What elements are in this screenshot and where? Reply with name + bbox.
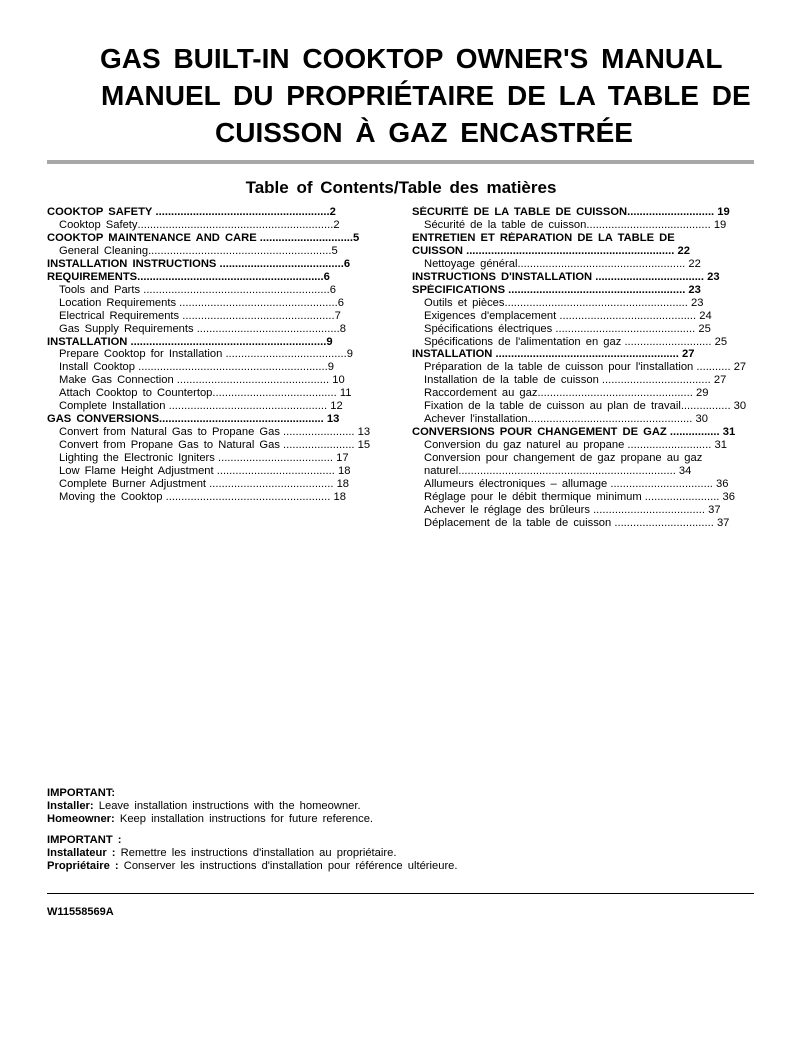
toc-entry-leader: ........................ bbox=[641, 490, 723, 503]
toc-entry-label: SPÉCIFICATIONS bbox=[412, 283, 506, 296]
toc-entry-page: 6 bbox=[337, 296, 344, 309]
toc-entry bbox=[412, 206, 792, 219]
footer-divider bbox=[47, 893, 754, 894]
toc-entry-label: INSTALLATION bbox=[412, 348, 493, 361]
toc-entry-leader: ................................... bbox=[592, 270, 708, 283]
toc-entry bbox=[412, 232, 792, 245]
toc-entry bbox=[412, 478, 792, 491]
toc-entry bbox=[47, 452, 392, 465]
toc-entry bbox=[47, 258, 392, 271]
note-label: Propriétaire : bbox=[47, 860, 119, 872]
toc-entry bbox=[47, 400, 392, 413]
toc-entry-page: 19 bbox=[717, 206, 730, 218]
toc-entry-label: Gas Supply Requirements bbox=[59, 322, 194, 335]
toc-entry-page: 13 bbox=[326, 413, 340, 426]
note-installateur bbox=[47, 847, 458, 860]
toc-entry-leader: ........................................................... bbox=[504, 296, 691, 309]
toc-entry-page: 36 bbox=[722, 490, 735, 503]
toc-entry-leader: ........................................ bbox=[206, 478, 337, 491]
toc-entry bbox=[47, 413, 392, 426]
toc-entry bbox=[47, 387, 392, 400]
toc-entry-label: SÉCURITÉ DE LA TABLE DE CUISSON bbox=[412, 206, 628, 218]
note-proprietaire bbox=[47, 860, 458, 873]
toc-entry-leader: ........................................................... bbox=[148, 244, 332, 257]
toc-entry-label: Raccordement au gaz bbox=[424, 387, 538, 400]
title-line-french-1: MANUEL DU PROPRIÉTAIRE DE LA TABLE DE bbox=[101, 80, 751, 111]
note-label: Installer: bbox=[47, 800, 94, 812]
toc-entry-leader: .............................. bbox=[256, 231, 354, 244]
toc-entry bbox=[47, 310, 392, 323]
toc-entry bbox=[412, 413, 792, 426]
toc-entry-label: Achever le réglage des brûleurs bbox=[424, 503, 590, 516]
toc-entry-leader: .................................... bbox=[589, 503, 709, 516]
toc-entry-label: Convert from Natural Gas to Propane Gas bbox=[59, 426, 280, 439]
toc-entry-leader: ................................................... bbox=[176, 296, 338, 309]
toc-entry-page: 36 bbox=[716, 478, 729, 491]
toc-entry-label: Tools and Parts bbox=[59, 283, 141, 296]
toc-entry-label: Prepare Cooktop for Installation bbox=[59, 348, 223, 361]
toc-entry-label: CUISSON bbox=[412, 244, 463, 257]
toc-entry-leader: ................................................. bbox=[179, 309, 335, 322]
toc-entry-label: Déplacement de la table de cuisson bbox=[424, 516, 612, 529]
toc-entry-label: COOKTOP SAFETY bbox=[47, 206, 153, 218]
toc-entry bbox=[412, 439, 792, 452]
toc-entry-page: 31 bbox=[714, 439, 727, 452]
toc-entry-label: Make Gas Connection bbox=[59, 374, 174, 387]
toc-entry bbox=[47, 439, 392, 452]
toc-entry-label: Conversion pour changement de gaz propane au gaz bbox=[424, 452, 703, 465]
toc-entry-page: 19 bbox=[713, 218, 727, 231]
toc-entry-leader: ....................... bbox=[279, 426, 358, 439]
toc-entry-leader: ............................................................ bbox=[140, 283, 330, 296]
toc-entry-page: 30 bbox=[733, 400, 747, 413]
toc-entry-leader: ............................................. bbox=[552, 322, 699, 335]
toc-entry-label: Réglage pour le débit thermique minimum bbox=[424, 490, 642, 503]
toc-entry-leader: ............................ bbox=[627, 206, 718, 218]
toc-entry bbox=[412, 310, 792, 323]
toc-column-english bbox=[47, 206, 392, 504]
toc-entry-page: 27 bbox=[713, 374, 727, 387]
title-line-english: GAS BUILT-IN COOKTOP OWNER'S MANUAL bbox=[100, 43, 723, 74]
note-text: Conserver les instructions d'installation pour référence ultérieure. bbox=[118, 860, 458, 872]
notes-heading-fr: IMPORTANT : bbox=[47, 834, 122, 846]
toc-entry-page: 6 bbox=[343, 257, 351, 270]
toc-entry-label: INSTRUCTIONS D'INSTALLATION bbox=[412, 270, 593, 283]
important-notes bbox=[47, 787, 458, 873]
toc-entry bbox=[412, 452, 792, 465]
toc-entry-label: Cooktop Safety bbox=[59, 218, 138, 231]
toc-entry-page: 6 bbox=[329, 283, 336, 296]
toc-entry bbox=[412, 336, 792, 349]
toc-entry-leader: ..................................................... bbox=[162, 490, 334, 503]
toc-entry-leader: ........................................ bbox=[586, 218, 714, 231]
toc-entry bbox=[47, 491, 392, 504]
toc-entry bbox=[412, 374, 792, 387]
toc-entry-page: 34 bbox=[678, 465, 692, 478]
toc-entry bbox=[412, 348, 792, 361]
toc-entry-leader: ...................................................... bbox=[517, 257, 689, 270]
toc-entry bbox=[412, 504, 792, 517]
toc-entry-page: 37 bbox=[708, 503, 721, 516]
toc-entry-label: Allumeurs électroniques – allumage bbox=[424, 478, 608, 491]
toc-entry bbox=[47, 245, 392, 258]
toc-entry-leader: ....................................... bbox=[222, 348, 347, 361]
toc-entry-leader: ................................. bbox=[607, 478, 717, 491]
toc-entry-leader: ............................ bbox=[621, 335, 715, 348]
toc-entry-leader: ................................................................... bbox=[462, 244, 678, 257]
toc-entry bbox=[47, 478, 392, 491]
toc-entry-page: 9 bbox=[326, 335, 333, 348]
toc-entry bbox=[412, 361, 792, 374]
toc-entry-label: Sécurité de la table de cuisson bbox=[424, 218, 587, 231]
toc-entry-page: 24 bbox=[699, 309, 712, 322]
toc-entry-leader: ........................... bbox=[624, 439, 715, 452]
toc-entry bbox=[47, 374, 392, 387]
toc-entry-label: General Cleaning bbox=[59, 244, 149, 257]
toc-entry bbox=[47, 465, 392, 478]
toc-entry bbox=[412, 517, 792, 530]
toc-entry-page: 6 bbox=[323, 270, 330, 283]
toc-entry-page: 12 bbox=[330, 400, 343, 413]
toc-entry bbox=[47, 348, 392, 361]
toc-entry-leader: ............................................................... bbox=[137, 218, 334, 231]
toc-entry bbox=[412, 284, 792, 297]
title-line-french-2: CUISSON À GAZ ENCASTRÉE bbox=[215, 117, 633, 148]
toc-entry-label: Install Cooktop bbox=[59, 361, 136, 374]
toc-entry bbox=[412, 297, 792, 310]
toc-entry-label: Installation de la table de cuisson bbox=[424, 374, 599, 387]
toc-entry-label: Location Requirements bbox=[59, 296, 177, 309]
toc-entry-label: Complete Burner Adjustment bbox=[59, 478, 207, 491]
toc-entry-leader: ................ bbox=[680, 400, 734, 413]
toc-entry-label: INSTALLATION INSTRUCTIONS bbox=[47, 257, 217, 270]
toc-entry-page: 2 bbox=[329, 206, 336, 218]
toc-entry-leader: ................................ bbox=[611, 516, 717, 529]
manual-title bbox=[60, 40, 800, 151]
toc-entry-label: Lighting the Electronic Igniters bbox=[59, 452, 215, 465]
toc-entry-label: Nettoyage général bbox=[424, 257, 518, 270]
toc-entry-label: CONVERSIONS POUR CHANGEMENT DE GAZ bbox=[412, 426, 667, 439]
note-label: Homeowner: bbox=[47, 813, 115, 825]
toc-entry bbox=[412, 491, 792, 504]
toc-entry-label: Conversion du gaz naturel au propane bbox=[424, 439, 625, 452]
note-text: Remettre les instructions d'installation au propriétaire. bbox=[115, 847, 397, 859]
toc-entry-label: Spécifications électriques bbox=[424, 322, 553, 335]
toc-entry bbox=[412, 387, 792, 400]
notes-heading-en: IMPORTANT: bbox=[47, 787, 116, 799]
toc-entry-leader: .................................................. bbox=[537, 387, 696, 400]
toc-entry-label: ENTRETIEN ET RÉPARATION DE LA TABLE DE bbox=[412, 231, 675, 244]
toc-entry bbox=[47, 297, 392, 310]
toc-entry-label: Moving the Cooktop bbox=[59, 490, 163, 503]
toc-entry-label: Complete Installation bbox=[59, 400, 166, 413]
toc-entry-page: 9 bbox=[327, 361, 334, 374]
toc-entry-label: Outils et pièces bbox=[424, 296, 505, 309]
toc-entry-page: 25 bbox=[698, 322, 711, 335]
toc-entry-leader: ......................................................... bbox=[505, 283, 689, 296]
toc-entry-page: 18 bbox=[336, 478, 350, 491]
toc-entry-page: 5 bbox=[353, 231, 360, 244]
toc-entry bbox=[47, 284, 392, 297]
toc-entry-label: Convert from Propane Gas to Natural Gas bbox=[59, 439, 280, 452]
toc-entry-page: 27 bbox=[733, 361, 747, 374]
toc-entry-label: Fixation de la table de cuisson au plan de travail bbox=[424, 400, 681, 413]
toc-entry-leader: ............................................ bbox=[556, 309, 700, 322]
toc-entry-page: 10 bbox=[332, 374, 345, 387]
toc-entry-page: 2 bbox=[333, 218, 340, 231]
toc-entry bbox=[47, 219, 392, 232]
toc-entry bbox=[412, 426, 792, 439]
toc-entry-leader: ........................................ bbox=[212, 387, 340, 400]
toc-entry-leader: ..................................... bbox=[214, 452, 337, 465]
toc-entry-label: Spécifications de l'alimentation en gaz bbox=[424, 335, 622, 348]
toc-entry-page: 23 bbox=[707, 270, 720, 283]
toc-entry-page: 5 bbox=[331, 244, 338, 257]
toc-entry-leader: ............................................................ bbox=[137, 270, 324, 283]
toc-entry-label: naturel bbox=[424, 465, 459, 478]
toc-entry-page: 17 bbox=[336, 452, 349, 465]
toc-entry-leader: ........................................................... bbox=[492, 348, 682, 361]
toc-entry bbox=[47, 361, 392, 374]
toc-column-french bbox=[412, 206, 792, 530]
toc-entry bbox=[47, 426, 392, 439]
toc-entry-page: 37 bbox=[716, 516, 730, 529]
toc-entry-label: Attach Cooktop to Countertop bbox=[59, 387, 213, 400]
toc-entry-leader: ................................... bbox=[598, 374, 714, 387]
toc-entry-label: GAS CONVERSIONS bbox=[47, 413, 160, 426]
toc-entry bbox=[47, 271, 392, 284]
toc-entry-leader: ...................................................................... bbox=[458, 465, 679, 478]
toc-entry bbox=[412, 465, 792, 478]
toc-entry bbox=[412, 400, 792, 413]
toc-entry-leader: ..................................................... bbox=[159, 413, 327, 426]
toc-heading: Table of Contents/Table des matières bbox=[245, 178, 557, 197]
toc-entry-label: Exigences d'emplacement bbox=[424, 309, 557, 322]
toc-entry bbox=[47, 323, 392, 336]
toc-entry-leader: ........... bbox=[693, 361, 734, 374]
toc-entry-page: 11 bbox=[339, 387, 352, 400]
toc-entry-label: COOKTOP MAINTENANCE AND CARE bbox=[47, 231, 257, 244]
toc-entry-page: 23 bbox=[688, 283, 701, 296]
toc-entry-page: 31 bbox=[722, 426, 736, 439]
toc-entry-leader: ....................... bbox=[279, 439, 358, 452]
toc-entry bbox=[412, 245, 792, 258]
toc-entry-leader: .............................................. bbox=[193, 322, 340, 335]
note-text: Keep installation instructions for future reference. bbox=[114, 813, 374, 825]
toc-entry-leader: ........................................ bbox=[216, 257, 344, 270]
toc-entry-label: Préparation de la table de cuisson pour l'installation bbox=[424, 361, 694, 374]
toc-entry-page: 7 bbox=[334, 309, 341, 322]
toc-entry-page: 18 bbox=[333, 490, 346, 503]
note-installer bbox=[47, 800, 458, 813]
toc-entry-page: 22 bbox=[677, 244, 690, 257]
toc-entry-page: 29 bbox=[695, 387, 709, 400]
toc-entry-page: 9 bbox=[346, 348, 353, 361]
toc-entry bbox=[412, 323, 792, 336]
toc-entry bbox=[47, 336, 392, 349]
toc-entry-page: 25 bbox=[714, 335, 728, 348]
toc-entry-page: 22 bbox=[688, 257, 701, 270]
title-divider bbox=[47, 160, 754, 164]
toc-entry-leader: ............................................................... bbox=[127, 335, 327, 348]
note-text: Leave installation instructions with the homeowner. bbox=[93, 800, 361, 812]
toc-entry-leader: ..................................................... bbox=[527, 413, 696, 426]
toc-entry bbox=[412, 271, 792, 284]
toc-entry bbox=[47, 206, 392, 219]
toc-entry-page: 23 bbox=[690, 296, 704, 309]
toc-entry-leader: ............................................................. bbox=[135, 361, 328, 374]
toc-entry-leader: ................ bbox=[666, 426, 723, 439]
toc-entry-page: 13 bbox=[357, 426, 371, 439]
toc-entry bbox=[47, 232, 392, 245]
toc-entry-label: Electrical Requirements bbox=[59, 309, 180, 322]
toc-entry bbox=[412, 258, 792, 271]
part-number: W11558569A bbox=[47, 906, 114, 918]
toc-entry-page: 18 bbox=[337, 465, 351, 478]
toc-entry-label: Achever l'installation bbox=[424, 413, 528, 426]
toc-entry-page: 27 bbox=[681, 348, 695, 361]
toc-entry-leader: ................................................... bbox=[165, 400, 331, 413]
toc-entry-leader: ........................................................ bbox=[152, 206, 330, 218]
toc-entry-page: 8 bbox=[339, 322, 346, 335]
toc-entry-label: Low Flame Height Adjustment bbox=[59, 465, 214, 478]
toc-entry-leader: ................................................. bbox=[173, 374, 333, 387]
toc-entry-label: REQUIREMENTS bbox=[47, 270, 138, 283]
note-homeowner bbox=[47, 813, 458, 826]
toc-entry-page: 15 bbox=[357, 439, 371, 452]
note-label: Installateur : bbox=[47, 847, 116, 859]
toc-entry-leader: ...................................... bbox=[213, 465, 338, 478]
toc-entry-label: INSTALLATION bbox=[47, 335, 128, 348]
toc-entry-page: 30 bbox=[695, 413, 708, 426]
toc-entry bbox=[412, 219, 792, 232]
